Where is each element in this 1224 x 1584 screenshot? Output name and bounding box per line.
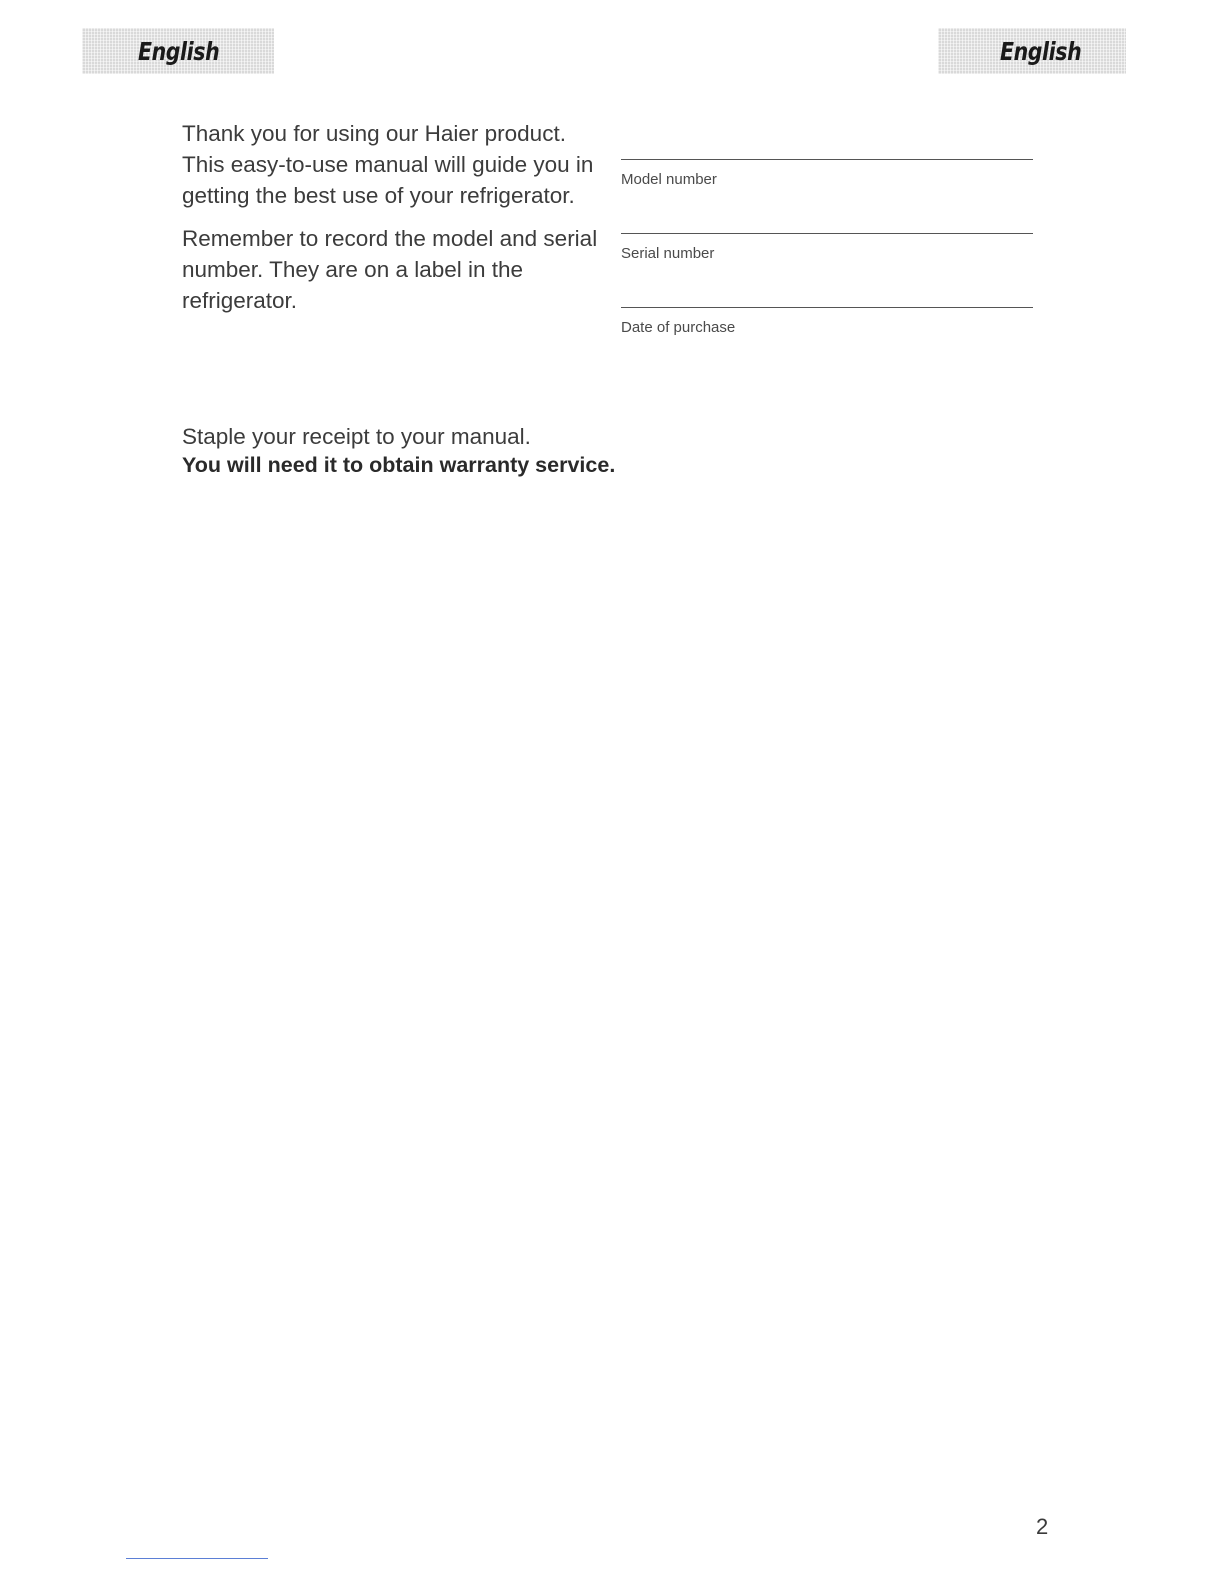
staple-note: [182, 422, 882, 480]
language-label: English: [138, 36, 220, 66]
page-number: 2: [1036, 1514, 1049, 1539]
intro-paragraph-record: Remember to record the model and serial number. They are on a label in the refrigerator.: [182, 226, 598, 313]
intro-text: [182, 118, 602, 316]
serial-number-label: Serial number: [621, 245, 715, 262]
language-tab-right: [938, 28, 1126, 74]
language-tab-left: [82, 28, 274, 74]
date-of-purchase-label: Date of purchase: [621, 319, 736, 336]
serial-number-field: [621, 233, 1033, 307]
model-number-field: [621, 159, 1033, 233]
staple-instruction: Staple your receipt to your manual.: [182, 424, 531, 449]
intro-paragraph-thank-you: Thank you for using our Haier product. This easy-to-use manual will guide you in getting the best use of your refrigerator.: [182, 121, 594, 208]
date-of-purchase-field: [621, 307, 1033, 381]
footer-rule: [126, 1558, 268, 1559]
language-label: English: [1000, 36, 1082, 66]
model-number-label: Model number: [621, 171, 717, 188]
warranty-notice: You will need it to obtain warranty service.: [182, 453, 616, 477]
record-fields: [621, 159, 1033, 381]
